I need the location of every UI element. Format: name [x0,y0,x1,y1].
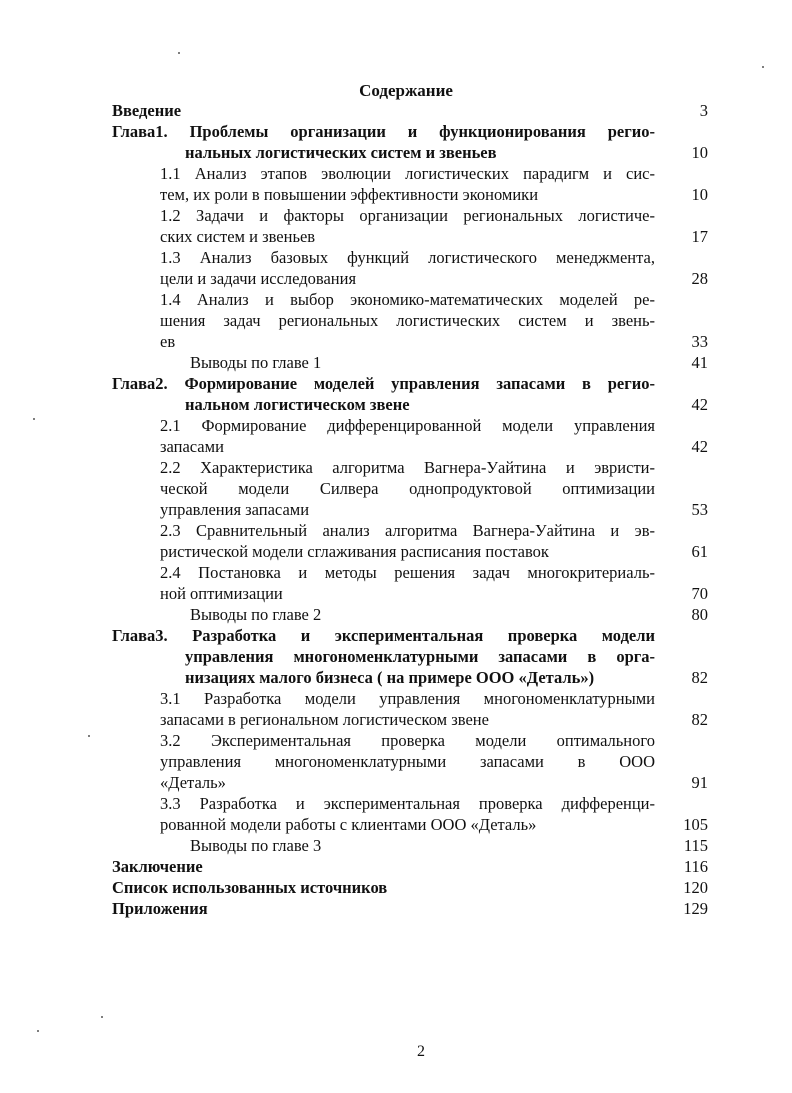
toc-entry-line: нальных логистических систем и звеньев [185,143,497,162]
toc-entry-line: цели и задачи исследования [160,269,357,288]
toc-entry-line: управления запасами [160,500,310,519]
toc-entry-line: ческой модели Силвера однопродуктовой оптимизации [160,479,655,498]
toc-summary [0,604,708,625]
toc-summary [0,352,708,373]
toc-section [0,289,708,352]
toc-entry-line: Введение [112,101,182,120]
toc-entry-title [0,625,708,688]
toc-entry-line: ев [160,332,176,351]
toc-entry-line: управления многономенклатурными запасами в ООО [160,752,655,771]
toc-entry-title [0,877,708,898]
toc-page-number: 129 [683,899,708,918]
toc-entry-line: Выводы по главе 1 [190,353,322,372]
toc-page-number: 82 [691,668,708,687]
toc-page-number: 105 [683,815,708,834]
toc-section [0,730,708,793]
toc-page-number: 33 [691,332,708,351]
toc-entry-line: рованной модели работы с клиентами ООО «Деталь» [160,815,537,834]
toc-entry-line: Глава3. Разработка и экспериментальная проверка модели [112,626,655,645]
toc-entry-line: Выводы по главе 2 [190,605,322,624]
toc-chapter [0,121,708,163]
toc-entry-line: 1.4 Анализ и выбор экономико-математических моделей ре- [160,290,655,309]
toc-section [0,688,708,730]
toc-entry-line: ских систем и звеньев [160,227,316,246]
toc-page-number: 41 [691,353,708,372]
toc-section [0,163,708,205]
toc-page-number: 10 [691,185,708,204]
toc-chapter [0,100,708,121]
toc-entry-title [0,835,708,856]
toc-entry-line: запасами [160,437,224,456]
scan-speck [33,418,35,420]
toc-entry-line: 1.3 Анализ базовых функций логистического менеджмента, [160,248,655,267]
toc-entry-title [0,205,708,247]
toc-entry-line: Глава2. Формирование моделей управления запасами в регио- [112,374,655,393]
toc-page-number: 28 [691,269,708,288]
toc-entry-title [0,856,708,877]
toc-entry-line: ной оптимизации [160,584,283,603]
toc-entry-title [0,520,708,562]
toc-section [0,415,708,457]
toc-section [0,247,708,289]
scan-speck [762,66,764,68]
toc-section [0,520,708,562]
toc-entry-line: Список использованных источников [112,878,388,897]
scan-speck [101,1016,103,1018]
toc-chapter [0,877,708,898]
toc-entry-line: 3.3 Разработка и экспериментальная проверка дифференци- [160,794,655,813]
toc-entry-line: шения задач региональных логистических систем и звень- [160,311,655,330]
toc-entry-line: 2.1 Формирование дифференцированной модели управления [160,416,655,435]
toc-entry-line: Выводы по главе 3 [190,836,322,855]
toc-entry-title [0,604,708,625]
toc-entry-title [0,247,708,289]
toc-entry-title [0,100,708,121]
toc-page-number: 17 [691,227,708,246]
toc-page-number: 91 [691,773,708,792]
toc-page-number: 80 [691,605,708,624]
toc-entry-line: Приложения [112,899,208,918]
toc-entry-line: ристической модели сглаживания расписания поставок [160,542,549,561]
toc-section [0,793,708,835]
toc-page-number: 70 [691,584,708,603]
toc-entry-title [0,457,708,520]
scan-speck [37,1030,39,1032]
toc-entry-line: 3.1 Разработка модели управления многономенклатурными [160,689,655,708]
toc-page-number: 10 [691,143,708,162]
toc-entry-line: 2.3 Сравнительный анализ алгоритма Вагнера-Уайтина и эв- [160,521,655,540]
toc-entry-line: запасами в региональном логистическом звене [160,710,489,729]
toc-entry-line: управления многономенклатурными запасами в орга- [185,647,655,666]
toc-entry-line: 2.4 Постановка и методы решения задач многокритериаль- [160,563,655,582]
toc-entry-title [0,688,708,730]
toc-entry-line: «Деталь» [160,773,226,792]
toc-page-number: 82 [691,710,708,729]
toc-entry-line: 1.2 Задачи и факторы организации региональных логистиче- [160,206,655,225]
toc-entry-title [0,352,708,373]
toc-entry-title [0,373,708,415]
toc-entry-line: нальном логистическом звене [185,395,410,414]
toc-entry-line: низациях малого бизнеса ( на примере ООО «Деталь») [185,668,595,687]
toc-entry-title [0,163,708,205]
toc-entry-title [0,898,708,919]
scan-speck [178,52,180,54]
toc-chapter [0,856,708,877]
toc-entry-title [0,793,708,835]
toc-section [0,562,708,604]
toc-page-number: 42 [691,437,708,456]
toc-page-number: 3 [699,101,708,120]
toc-page-number: 120 [683,878,708,897]
toc-section [0,457,708,520]
toc-entry-title [0,730,708,793]
toc-entry-line: 1.1 Анализ этапов эволюции логистических парадигм и сис- [160,164,655,183]
toc-chapter [0,898,708,919]
page-title: Содержание [359,81,453,100]
toc-entry-line: 2.2 Характеристика алгоритма Вагнера-Уайтина и эвристи- [160,458,655,477]
toc-chapter [0,625,708,688]
toc-entry-line: Заключение [112,857,203,876]
toc-page-number: 116 [683,857,708,876]
toc-entry-title [0,121,708,163]
toc-page-number: 42 [691,395,708,414]
toc-entry-line: 3.2 Экспериментальная проверка модели оптимального [160,731,655,750]
toc-entry-line: Глава1. Проблемы организации и функционирования регио- [112,122,655,141]
page-number: 2 [417,1043,425,1060]
toc-section [0,205,708,247]
toc-page-number: 115 [683,836,708,855]
toc-page-number: 53 [691,500,708,519]
toc-entry-line: тем, их роли в повышении эффективности экономики [160,185,539,204]
toc-entry-title [0,289,708,352]
toc-summary [0,835,708,856]
toc-entry-title [0,562,708,604]
scan-speck [88,735,90,737]
table-of-contents [0,100,792,919]
toc-chapter [0,373,708,415]
toc-entry-title [0,415,708,457]
toc-page-number: 61 [691,542,708,561]
